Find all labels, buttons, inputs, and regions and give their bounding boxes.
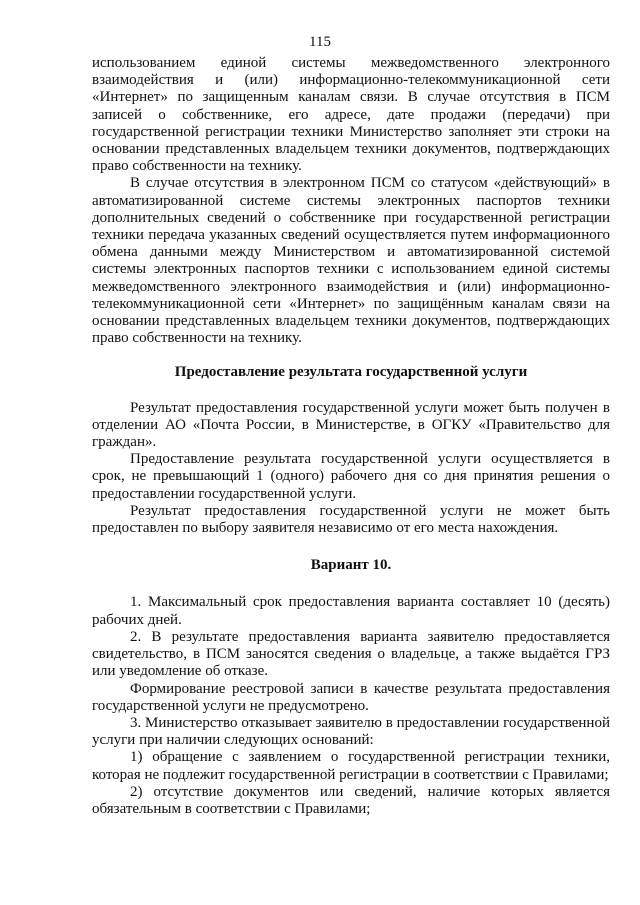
list-item-ground-2: 2) отсутствие документов или сведений, наличие которых является обязательным в соответствии с Правилами; — [92, 783, 610, 817]
paragraph-result-term: Предоставление результата государственной услуги осуществляется в срок, не превышающий 1 (одного) рабочего дня со дня принятия решения о предоставлении государственной услуги. — [92, 451, 610, 502]
paragraph-missing-owner-info: В случае отсутствия в электронном ПСМ со статусом «действующий» в автоматизированной системе системы электронных паспортов техники дополнительных сведений о собственнике при государственной регистрации техники передача указанных сведений осуществляется путем информационного обмена данными между Министерством и автоматизированной системой системы электронных паспортов техники с использованием единой системы межведомственного электронного взаимодействия и (или) информационно-телекоммуникационной сети «Интернет» по защищённым каналам связи на основании представленных владельцем техники документов, подтверждающих право собственности на технику. — [92, 175, 610, 347]
list-item-ground-1: 1) обращение с заявлением о государственной регистрации техники, которая не подлежит государственной регистрации в соответствии с Правилами; — [92, 749, 610, 783]
section-heading-result: Предоставление результата государственной услуги — [174, 364, 528, 381]
paragraph-continuation: использованием единой системы межведомственного электронного взаимодействия и (или) информационно-телекоммуникационной сети «Интернет» по защищенным каналам связи. В случае отсутствия в ПСМ записей о собственнике, его адресе, дате продажи (передачи) при государственной регистрации техники Министерство заполняет эти строки на основании представленных владельцем техники документов, подтверждающих право собственности на технику. — [92, 55, 610, 175]
paragraph-result-choice: Результат предоставления государственной услуги не может быть предоставлен по выбору заявителя независимо от его места нахождения. — [92, 502, 610, 537]
section-heading-variant: Вариант 10. — [310, 557, 392, 574]
page-number: 115 — [309, 34, 331, 50]
paragraph-refusal-grounds: 3. Министерство отказывает заявителю в предоставлении государственной услуги при наличии следующих оснований: — [92, 714, 610, 749]
document-body — [92, 55, 610, 818]
paragraph-variant-result: 2. В результате предоставления варианта заявителю предоставляется свидетельство, в ПСМ заносятся сведения о владельце, а также выдаётся ГРЗ или уведомление об отказе. — [92, 628, 610, 680]
paragraph-registry-record: Формирование реестровой записи в качестве результата предоставления государственной услуги не предусмотрено. — [92, 680, 610, 714]
paragraph-variant-term: 1. Максимальный срок предоставления варианта составляет 10 (десять) рабочих дней. — [92, 594, 610, 628]
paragraph-result-location: Результат предоставления государственной услуги может быть получен в отделении АО «Почта России, в Министерстве, в ОГКУ «Правительство для граждан». — [92, 399, 610, 451]
